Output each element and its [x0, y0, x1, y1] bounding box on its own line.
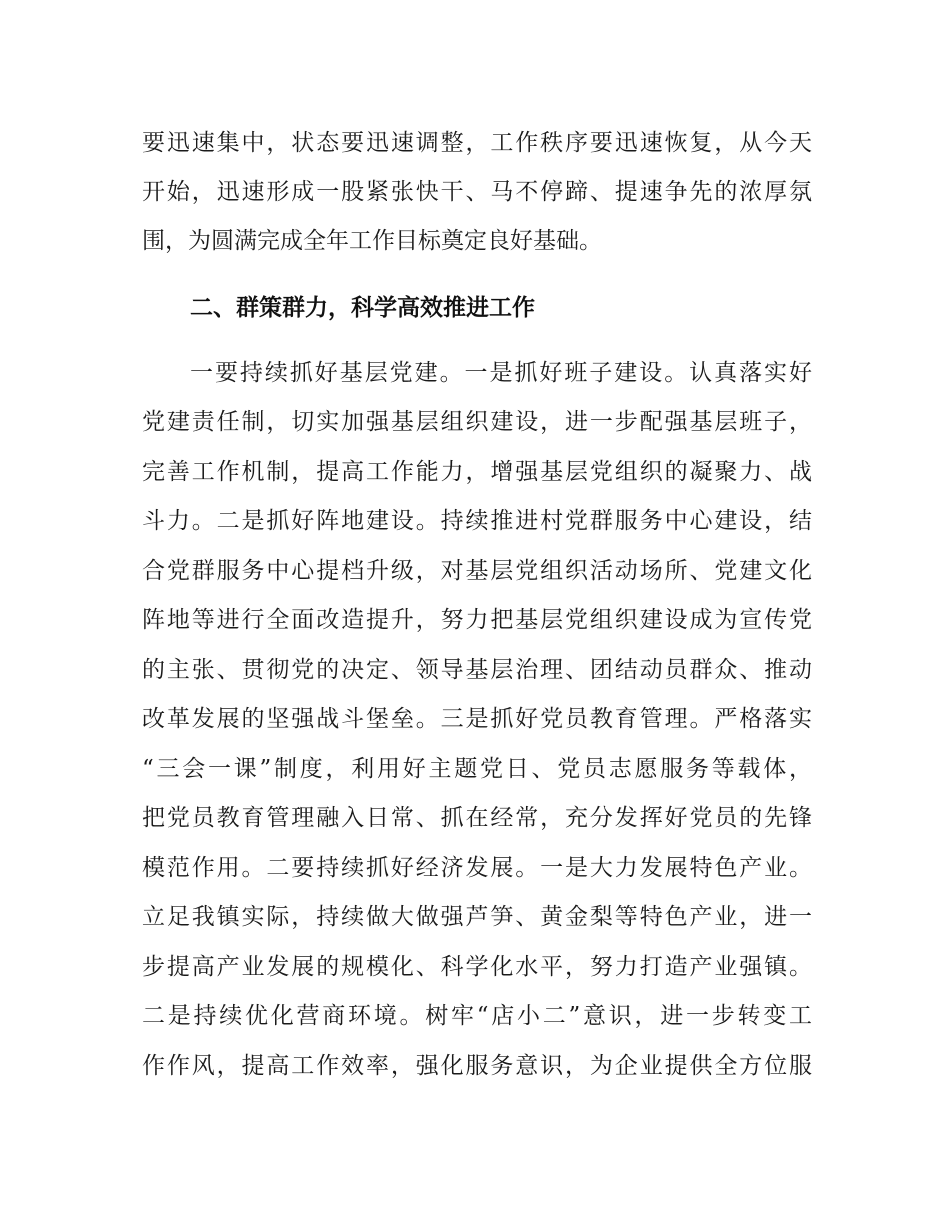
text-line: 党建责任制，切实加强基层组织建设，进一步配强基层班子，	[142, 409, 812, 435]
text-line: 斗力。二是抓好阵地建设。持续推进村党群服务中心建设，结	[142, 508, 812, 534]
text-line: 二是持续优化营商环境。树牢“店小二”意识，进一步转变工	[142, 1003, 812, 1029]
text-line: 模范作用。二要持续抓好经济发展。一是大力发展特色产业。	[142, 855, 812, 881]
text-line: “三会一课”制度，利用好主题党日、党员志愿服务等载体，	[142, 756, 812, 782]
text-line: 改革发展的坚强战斗堡垒。三是抓好党员教育管理。严格落实	[142, 706, 812, 732]
text-line: 合党群服务中心提档升级，对基层党组织活动场所、党建文化	[142, 558, 812, 584]
text-line: 完善工作机制，提高工作能力，增强基层党组织的凝聚力、战	[142, 459, 812, 485]
text-line: 步提高产业发展的规模化、科学化水平，努力打造产业强镇。	[142, 954, 812, 980]
text-line: 的主张、贯彻党的决定、领导基层治理、团结动员群众、推动	[142, 657, 812, 683]
text-line: 一要持续抓好基层党建。一是抓好班子建设。认真落实好	[190, 360, 812, 386]
text-line: 围，为圆满完成全年工作目标奠定良好基础。	[142, 228, 602, 254]
text-line: 要迅速集中，状态要迅速调整，工作秩序要迅速恢复，从今天	[142, 130, 812, 156]
text-line: 开始，迅速形成一股紧张快干、马不停蹄、提速争先的浓厚氛	[142, 179, 812, 205]
text-line: 立足我镇实际，持续做大做强芦笋、黄金梨等特色产业，进一	[142, 904, 812, 930]
text-line: 阵地等进行全面改造提升，努力把基层党组织建设成为宣传党	[142, 607, 812, 633]
text-line: 把党员教育管理融入日常、抓在经常，充分发挥好党员的先锋	[142, 805, 812, 831]
text-line: 作作风，提高工作效率，强化服务意识，为企业提供全方位服	[142, 1053, 812, 1079]
section-heading: 二、群策群力，科学高效推进工作	[190, 295, 535, 321]
